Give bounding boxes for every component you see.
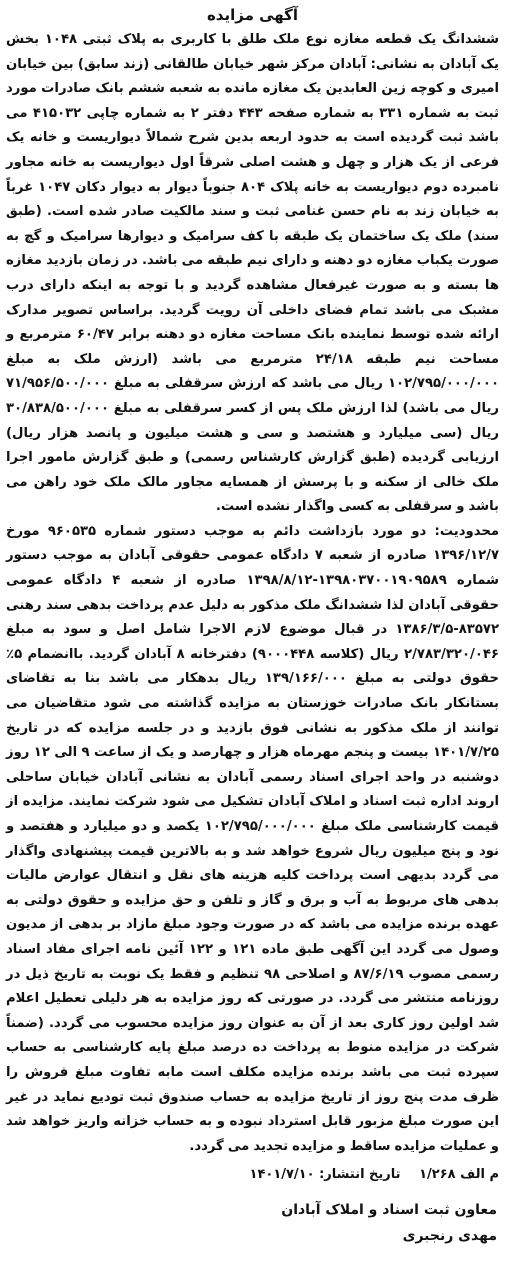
notice-meta — [6, 1163, 499, 1187]
signature-name: مهدی رنجبری — [402, 1228, 497, 1245]
notice-paragraph-property: ششدانگ یک قطعه مغازه نوع ملک طلق با کاربری به پلاک ثبتی ۱۰۴۸ بخش یک آبادان به نشانی: آبادان مرکز شهر خیابان طالقانی (زند سابق) بین خیابان امیری و کوچه زین العابدین یک مغازه مانده به شعبه ششم بانک صادرات مورد ثبت به شماره ۳۳۱ به شماره صفحه ۴۴۳ دفتر ۲ به شماره چاپی ۴۱۵۰۳۲ می باشد ثبت گردیده است به حدود اربعه بدین شرح شمالاً دیواریست و خانه یک فرعی از یک هزار و چهل و هشت اصلی شرقاً اول دیواریست به خانه مجاور نامبرده دوم دیواریست به خانه پلاک ۸۰۴ جنوباً دیوار به دیوار دکان ۱۰۴۷ غرباً به خیابان زند به نام حسن غنامی ثبت و سند مالکیت صادر شده است. (طبق سند) ملک یک ساختمان یک طبقه با کف سرامیک و دیوارها سرامیک و گچ به صورت یکباب مغازه دو دهنه و دارای نیم طبقه می باشد. در زمان بازدید مغازه ها بسته و به صورت غیرفعال مشاهده گردید و با توجه به اینکه دارای درب مشبک می باشد تمام فضای داخلی آن رویت گردید. براساس تصویر مدارک ارائه شده توسط نماینده بانک مساحت مغازه دو دهنه برابر ۶۰/۴۷ مترمربع و مساحت نیم طبقه ۲۴/۱۸ مترمربع می باشد (ارزش ملک به مبلغ ۱۰۲/۷۹۵/۰۰۰/۰۰۰ ریال می باشد که ارزش سرقفلی به مبلغ ۷۱/۹۵۶/۵۰۰/۰۰۰ ریال می باشد) لذا ارزش ملک پس از کسر سرقفلی به مبلغ ۳۰/۸۳۸/۵۰۰/۰۰۰ ریال (سی میلیارد و هشتصد و سی و هشت میلیون و پانصد هزار ریال) ارزیابی گردیده (طبق گزارش کارشناس رسمی) و طبق گزارش مامور اجرا ملک خالی از سکنه و با پرسش از همسایه مجاور مالک ملک خود راهن می باشد و سرقفلی به کسی واگذار نشده است. — [6, 32, 499, 515]
notice-paragraph-restrictions: محدودیت: دو مورد بازداشت دائم به موجب دستور شماره ۹۶۰۵۳۵ مورخ ۱۳۹۶/۱۲/۷ صادره از شعبه ۷ دادگاه عمومی حقوقی آبادان به موجب دستور شماره ۱۳۹۸۰۳۷۰۰۱۹۰۹۵۸۹-۱۳۹۸/۸/۱۲ صادره از شعبه ۴ دادگاه عمومی حقوقی آبادان لذا ششدانگ ملک مذکور به دلیل عدم پرداخت بدهی سند رهنی ۸۳۵۷۲-۱۳۸۶/۳/۵ در قبال موضوع لازم الاجرا شامل اصل و سود به مبلغ ۲/۷۸۳/۳۲۰/۰۴۶ ریال (کلاسه ۹۰۰۰۴۴۸) دفترخانه ۸ آبادان گردید. باانضمام ۵٪ حقوق دولتی به مبلغ ۱۳۹/۱۶۶/۰۰۰ ریال بدهکار می باشد بنا به تقاضای بستانکار بانک صادرات خوزستان به مزایده گذاشته می شود متقاضیان می توانند از ملک مذکور به نشانی فوق بازدید و در جلسه مزایده که در تاریخ ۱۴۰۱/۷/۲۵ بیست و پنجم مهرماه هزار و چهارصد و یک از ساعت ۹ الی ۱۲ روز دوشنبه در واحد اجرای اسناد رسمی آبادان به نشانی آبادان خیابان ساحلی اروند اداره ثبت اسناد و املاک آبادان تشکیل می شود شرکت نمایند. مزایده از قیمت کارشناسی ملک مبلغ ۱۰۲/۷۹۵/۰۰۰/۰۰۰ یکصد و دو میلیارد و هفتصد و نود و پنج میلیون ریال شروع خواهد شد و به بالاترین قیمت پیشنهادی واگذار می گردد بدیهی است پرداخت کلیه هزینه های نقل و انتقال عوارض مالیات بدهی های مربوط به آب و برق و گاز و تلفن و حق مزایده و حقوق دولتی به عهده برنده مزایده می باشد که در صورت وجود مبلغ مازاد بر بدهی از مدیون وصول می گردد این آگهی طبق ماده ۱۲۱ و ۱۲۲ آئین نامه اجرای مفاد اسناد رسمی مصوب ۸۷/۶/۱۹ و اصلاحی ۹۸ تنظیم و فقط یک نوبت به تاریخ ذیل در روزنامه منتشر می گردد. در صورتی که روز مزایده به هر دلیلی تعطیل اعلام شد اولین روز کاری بعد از آن به عنوان روز مزایده محسوب می گردد. (ضمناً شرکت در مزایده منوط به پرداخت ده درصد مبلغ پایه کارشناسی به حساب سپرده ثبت می باشد برنده مزایده مکلف است مابه تفاوت مبلغ فروش را ظرف مدت پنج روز از تاریخ مزایده به حساب صندوق ثبت تودیع نماید در غیر این صورت مبلغ مزبور قابل استرداد نبوده و به حساب خزانه واریز خواهد شد و عملیات مزایده ساقط و مزایده تجدید می گردد. — [6, 523, 500, 1154]
notice-body — [6, 28, 499, 1159]
reference-code: م الف ۱/۲۶۸ — [419, 1167, 499, 1183]
publish-date: تاریخ انتشار: ۱۴۰۱/۷/۱۰ — [249, 1167, 401, 1183]
signature-title: معاون ثبت اسناد و املاک آبادان — [281, 1202, 497, 1219]
signature-block — [6, 1197, 499, 1249]
notice-title: آگهی مزایده — [206, 6, 299, 24]
